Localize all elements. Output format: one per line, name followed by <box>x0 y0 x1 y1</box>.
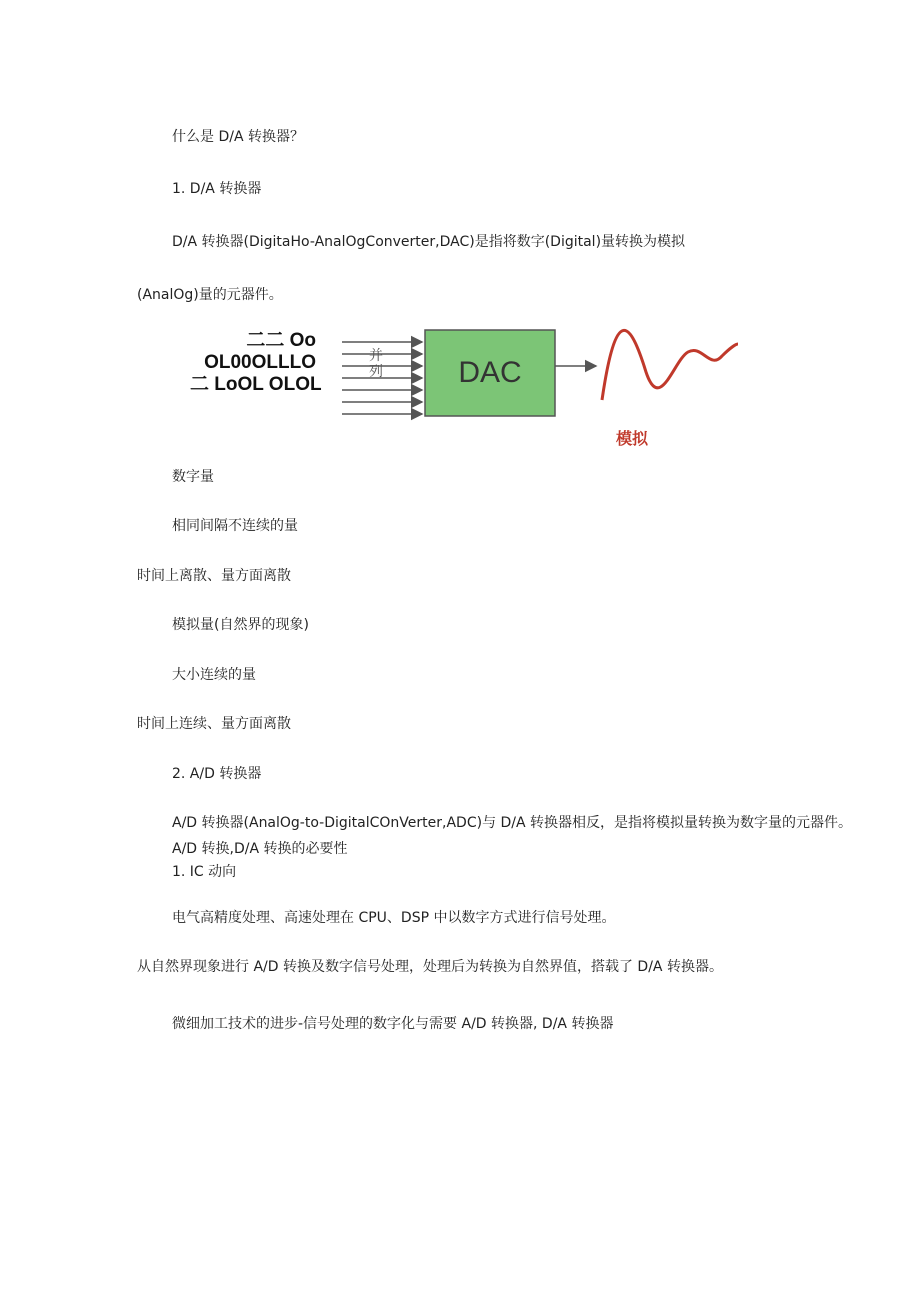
digital-bits <box>190 330 322 396</box>
paragraph-3: A/D 转换,D/A 转换的必要性 <box>172 841 348 857</box>
bits-row-2: OL00OLLLO <box>204 352 316 373</box>
parallel-label: 并列 <box>369 348 383 380</box>
section-1-heading: 1. D/A 转换器 <box>172 181 262 197</box>
subheading-1: 1. IC 动向 <box>172 864 237 880</box>
paragraph-4: 电气高精度处理、高速处理在 CPU、DSP 中以数字方式进行信号处理。 <box>172 910 616 926</box>
bits-row-3: 二 LoOL OLOL <box>190 374 322 395</box>
analog-wave <box>602 330 738 400</box>
dac-figure <box>190 326 750 454</box>
paragraph-1a: D/A 转换器(DigitaHo-AnalOgConverter,DAC)是指将数字(Digital)量转换为模拟 <box>172 234 686 250</box>
digital-desc-2: 时间上离散、量方面离散 <box>137 568 291 584</box>
analog-desc-1: 大小连续的量 <box>172 667 256 683</box>
paragraph-2: A/D 转换器(AnalOg-to-DigitalCOnVerter,ADC)与 D/A 转换器相反，是指将模拟量转换为数字量的元器件。 <box>172 815 853 831</box>
bits-row-1: 二二 Oo <box>246 330 316 351</box>
dac-label: DAC <box>458 356 522 389</box>
paragraph-6: 微细加工技术的进步-信号处理的数字化与需要 A/D 转换器, D/A 转换器 <box>172 1016 614 1032</box>
paragraph-1b: (AnalOg)量的元器件。 <box>137 287 283 303</box>
analog-desc-2: 时间上连续、量方面离散 <box>137 716 291 732</box>
analog-label: 模拟 <box>616 429 649 448</box>
paragraph-5: 从自然界现象进行 A/D 转换及数字信号处理，处理后为转换为自然界值，搭载了 D/A 转换器。 <box>137 959 723 975</box>
title: 什么是 D/A 转换器？ <box>172 129 304 145</box>
section-2-heading: 2. A/D 转换器 <box>172 766 262 782</box>
digital-heading: 数字量 <box>172 469 214 485</box>
digital-desc-1: 相同间隔不连续的量 <box>172 518 298 534</box>
analog-heading: 模拟量(自然界的现象) <box>172 617 309 633</box>
